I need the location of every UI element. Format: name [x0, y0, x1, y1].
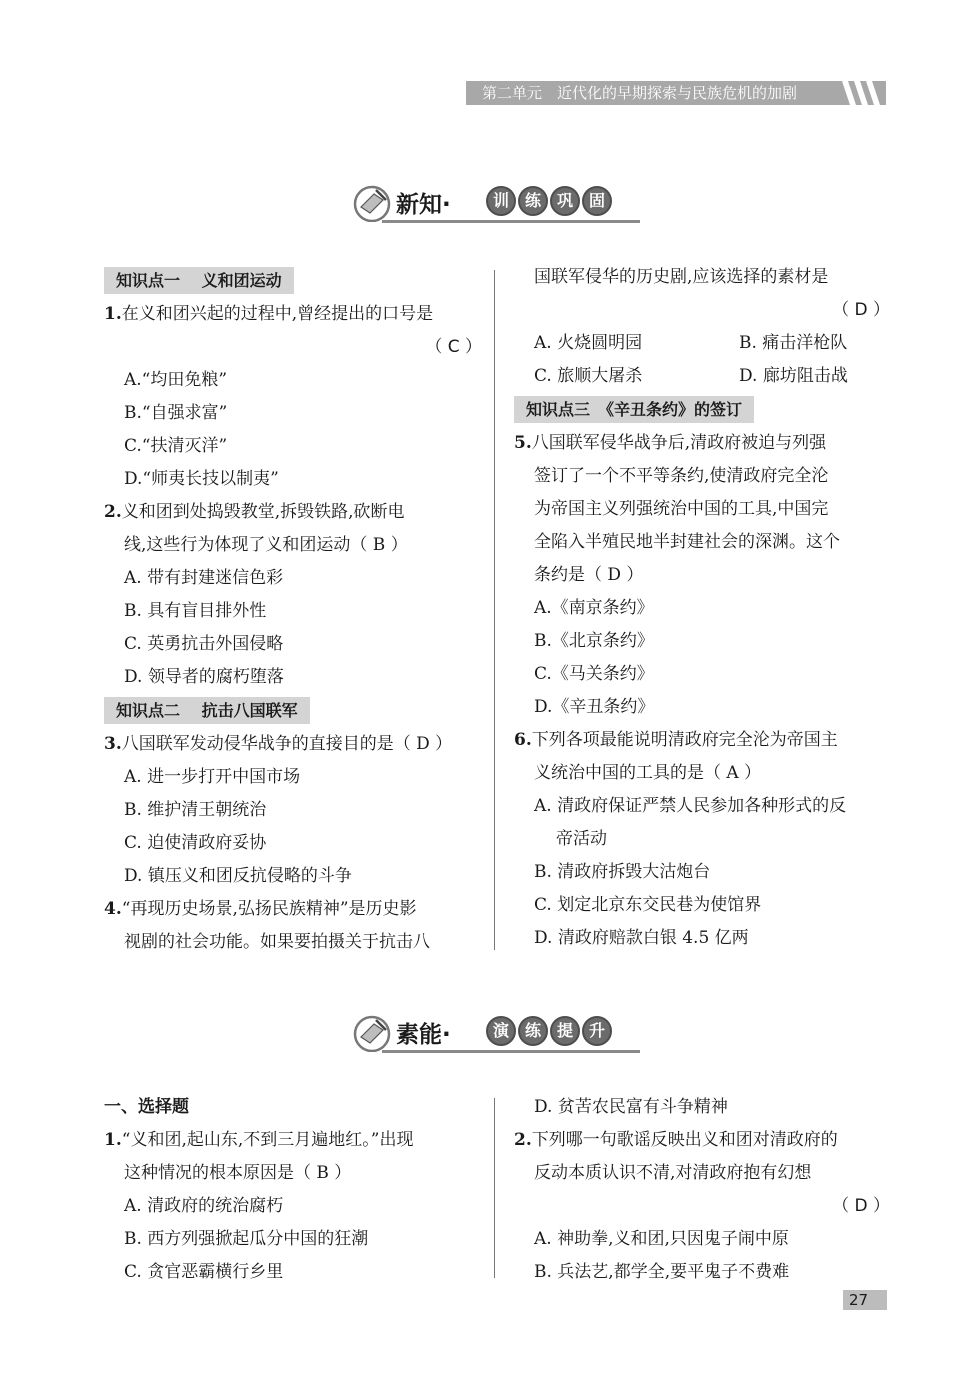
banner-circle-group [486, 1016, 612, 1046]
option: A.“均田免粮” [124, 370, 228, 390]
question-stem: 义和团到处捣毁教堂,拆毁铁路,砍断电 [121, 502, 405, 522]
banner-circle-char: 练 [518, 1016, 548, 1046]
part2-right-column [514, 1091, 890, 1289]
banner-circle-char: 固 [582, 186, 612, 216]
question-number: 2. [514, 1130, 532, 1150]
unit-header [466, 81, 886, 105]
section-banner-training [352, 180, 644, 232]
question-stem: “义和团,起山东,不到三月遍地红。”出现 [121, 1130, 414, 1150]
banner-title: 素能· [396, 1022, 451, 1048]
question-stem: 国联军侵华的历史剧,应该选择的素材是 [534, 267, 829, 287]
question-stem: 八国联军发动侵华战争的直接目的是（ D ） [121, 734, 453, 754]
knowledge-point-3: 知识点三 《辛丑条约》的签订 [514, 396, 754, 423]
column-divider [494, 1098, 495, 1278]
option: D.《辛丑条约》 [534, 697, 655, 717]
banner-circle-char: 巩 [550, 186, 580, 216]
banner-underline [382, 1050, 640, 1053]
part2-left-column [104, 1091, 482, 1289]
answer-label: （ D ） [832, 1196, 890, 1216]
question-stem: 这种情况的根本原因是（ B ） [124, 1163, 352, 1183]
question-stem: 义统治中国的工具的是（ A ） [534, 763, 762, 783]
option: C. 英勇抗击外国侵略 [124, 634, 284, 654]
option: D. 镇压义和团反抗侵略的斗争 [124, 866, 352, 886]
option: B. 具有盲目排外性 [124, 601, 267, 621]
question-stem: “再现历史场景,弘扬民族精神”是历史影 [121, 899, 417, 919]
option: D. 清政府赔款白银 4.5 亿两 [534, 928, 749, 948]
question-number: 3. [104, 734, 122, 754]
section-title: 一、选择题 [104, 1097, 189, 1117]
option: C.“扶清灭洋” [124, 436, 228, 456]
option: B. 维护清王朝统治 [124, 800, 267, 820]
option: B. 清政府拆毁大沽炮台 [534, 862, 711, 882]
pencil-notebook-icon [352, 182, 392, 222]
option-continuation: 帝活动 [556, 829, 607, 849]
knowledge-point-2: 知识点二 抗击八国联军 [104, 697, 310, 724]
question-stem: 条约是（ D ） [534, 565, 644, 585]
unit-title: 第二单元 近代化的早期探索与民族危机的加剧 [482, 84, 798, 102]
question-stem: 全陷入半殖民地半封建社会的深渊。这个 [534, 532, 840, 552]
option-row [514, 327, 890, 360]
option: A. 进一步打开中国市场 [124, 767, 301, 787]
question-stem: 线,这些行为体现了义和团运动（ B ） [124, 535, 408, 555]
part1-left-column [104, 264, 482, 959]
option: B.“自强求富” [124, 403, 228, 423]
question-number: 6. [514, 730, 532, 750]
question-number: 1. [104, 1130, 122, 1150]
question-stem: 视剧的社会功能。如果要拍摄关于抗击八 [124, 932, 430, 952]
banner-circle-char: 练 [518, 186, 548, 216]
option: C. 贪官恶霸横行乡里 [124, 1262, 284, 1282]
option: B.《北京条约》 [534, 631, 654, 651]
option: A.《南京条约》 [534, 598, 654, 618]
knowledge-point-1: 知识点一 义和团运动 [104, 267, 294, 294]
banner-circle-char: 演 [486, 1016, 516, 1046]
option: B. 痛击洋枪队 [739, 333, 848, 353]
option: A. 带有封建迷信色彩 [124, 568, 284, 588]
question-stem: 八国联军侵华战争后,清政府被迫与列强 [531, 433, 827, 453]
banner-underline [382, 220, 640, 223]
question-stem: 在义和团兴起的过程中,曾经提出的口号是 [121, 304, 434, 324]
question-stem: 下列各项最能说明清政府完全沦为帝国主 [531, 730, 838, 750]
banner-circle-char: 训 [486, 186, 516, 216]
header-stripes-decoration [840, 81, 884, 105]
question-number: 5. [514, 433, 532, 453]
option: A. 火烧圆明园 [534, 333, 643, 353]
answer-label: （ D ） [832, 300, 890, 320]
question-stem: 反动本质认识不清,对清政府抱有幻想 [534, 1163, 812, 1183]
option: B. 兵法艺,都学全,要平鬼子不费难 [534, 1262, 790, 1282]
option: D. 贫苦农民富有斗争精神 [534, 1097, 728, 1117]
section-banner-improvement [352, 1010, 644, 1062]
page-number: 27 [843, 1290, 887, 1310]
option: B. 西方列强掀起瓜分中国的狂潮 [124, 1229, 369, 1249]
option: C.《马关条约》 [534, 664, 654, 684]
option-row [514, 360, 890, 393]
option: D. 廊坊阻击战 [739, 366, 848, 386]
question-stem: 下列哪一句歌谣反映出义和团对清政府的 [531, 1130, 838, 1150]
question-stem: 为帝国主义列强统治中国的工具,中国完 [534, 499, 829, 519]
option: D. 领导者的腐朽堕落 [124, 667, 284, 687]
option: C. 旅顺大屠杀 [534, 366, 643, 386]
option: C. 迫使清政府妥协 [124, 833, 267, 853]
answer-label: （ C ） [425, 337, 482, 357]
pencil-notebook-icon [352, 1012, 392, 1052]
banner-circle-char: 升 [582, 1016, 612, 1046]
banner-circle-group [486, 186, 612, 216]
banner-title: 新知· [396, 192, 451, 218]
part1-right-column [514, 261, 890, 955]
option: A. 清政府保证严禁人民参加各种形式的反 [534, 796, 847, 816]
option: D.“师夷长技以制夷” [124, 469, 279, 489]
question-number: 4. [104, 899, 122, 919]
banner-circle-char: 提 [550, 1016, 580, 1046]
column-divider [494, 270, 495, 950]
option: A. 神助拳,义和团,只因鬼子闹中原 [534, 1229, 789, 1249]
option: A. 清政府的统治腐朽 [124, 1196, 284, 1216]
question-stem: 签订了一个不平等条约,使清政府完全沦 [534, 466, 829, 486]
question-number: 1. [104, 304, 122, 324]
question-number: 2. [104, 502, 122, 522]
option: C. 划定北京东交民巷为使馆界 [534, 895, 762, 915]
